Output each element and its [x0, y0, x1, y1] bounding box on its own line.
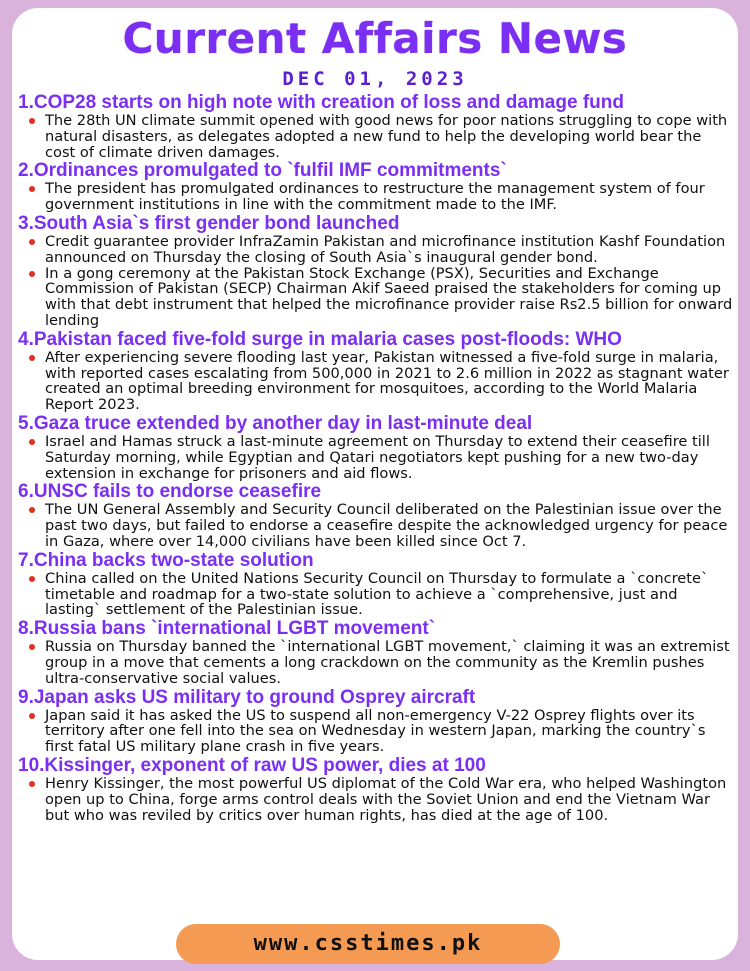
news-heading: 5.Gaza truce extended by another day in last-minute deal	[18, 412, 533, 434]
bullet-text: The president has promulgated ordinances to restructure the management system of four government institutions in line with the commitment made to the IMF.	[45, 181, 734, 213]
page-date: DEC 01, 2023	[282, 68, 468, 90]
bullet-text: Japan said it has asked the US to suspend all non-emergency V-22 Osprey flights over its territory after one fell into the sea on Wednesday in western Japan, marking the country`s first fatal US military plane crash in five years.	[45, 708, 734, 755]
news-item	[18, 687, 734, 755]
news-heading: 8.Russia bans `international LGBT movement`	[18, 618, 436, 640]
page-title: Current Affairs News	[122, 14, 628, 63]
news-heading: 4.Pakistan faced five-fold surge in malaria cases post-floods: WHO	[18, 328, 622, 350]
bullet-text: Russia on Thursday banned the `international LGBT movement,` claiming it was an extremist group in a move that cements a long crackdown on the community as the Kremlin pushes ultra-conservative social values.	[45, 639, 734, 686]
bullet-list	[18, 350, 734, 413]
news-card	[12, 8, 738, 960]
bullet-list	[18, 234, 734, 329]
news-item	[18, 550, 734, 618]
bullet-text: Credit guarantee provider InfraZamin Pakistan and microfinance institution Kashf Foundation announced on Thursday the closing of South Asia`s inaugural gender bond.	[45, 234, 734, 266]
news-item	[18, 413, 734, 481]
bullet-list	[18, 639, 734, 686]
bullet-list	[18, 502, 734, 549]
bullet-text: Israel and Hamas struck a last-minute agreement on Thursday to extend their ceasefire till Saturday morning, while Egyptian and Qatari negotiators kept pushing for a new two-day extension in exchange for prisoners and aid flows.	[45, 434, 734, 481]
news-heading: 3.South Asia`s first gender bond launched	[18, 212, 400, 234]
news-heading: 9.Japan asks US military to ground Osprey aircraft	[18, 686, 476, 708]
news-item	[18, 160, 734, 213]
bullet-list	[18, 776, 734, 823]
bullet-text: Henry Kissinger, the most powerful US diplomat of the Cold War era, who helped Washington open up to China, forge arms control deals with the Soviet Union and end the Vietnam War but who was reviled by critics over human rights, has died at the age of 100.	[45, 776, 734, 823]
bullet-list	[18, 434, 734, 481]
website-link[interactable]: www.csstimes.pk	[176, 924, 560, 964]
news-heading: 10.Kissinger, exponent of raw US power, dies at 100	[18, 754, 486, 776]
news-heading: 6.UNSC fails to endorse ceasefire	[18, 481, 322, 503]
news-item	[18, 481, 734, 549]
news-heading: 1.COP28 starts on high note with creation of loss and damage fund	[18, 92, 624, 113]
bullet-text: The 28th UN climate summit opened with good news for poor nations struggling to cope with natural disasters, as delegates adopted a new fund to help the developing world bear the cost of climate driven damages.	[45, 113, 734, 160]
bullet-text: In a gong ceremony at the Pakistan Stock Exchange (PSX), Securities and Exchange Commission of Pakistan (SECP) Chairman Akif Saeed praised the stakeholders for coming up with that debt instrument that helped the microfinance provider raise Rs2.5 billion for onward lending	[45, 264, 733, 329]
news-list	[18, 92, 734, 823]
news-item	[18, 329, 734, 413]
news-item	[18, 618, 734, 686]
bullet-list	[18, 571, 734, 618]
bullet-text: The UN General Assembly and Security Council deliberated on the Palestinian issue over the past two days, but failed to endorse a ceasefire despite the acknowledged urgency for peace in Gaza, where over 14,000 civilians have been killed since Oct 7.	[45, 502, 734, 549]
news-item	[18, 755, 734, 823]
news-heading: 2.Ordinances promulgated to `fulfil IMF commitments`	[18, 160, 507, 182]
bullet-list	[18, 708, 734, 755]
news-heading: 7.China backs two-state solution	[18, 549, 314, 571]
bullet-list	[18, 181, 734, 213]
bullet-text: After experiencing severe flooding last year, Pakistan witnessed a five-fold surge in malaria, with reported cases escalating from 500,000 in 2021 to 2.6 million in 2022 as stagnant water created an optimal breeding environment for mosquitoes, according to the World Malaria Report 2023.	[45, 350, 734, 413]
news-item	[18, 92, 734, 160]
bullet-text: China called on the United Nations Security Council on Thursday to formulate a `concrete` timetable and roadmap for a two-state solution to achieve a `comprehensive, just and lasting` settlement of the Palestinian issue.	[45, 571, 734, 618]
bullet-list	[18, 113, 734, 160]
news-item	[18, 213, 734, 329]
